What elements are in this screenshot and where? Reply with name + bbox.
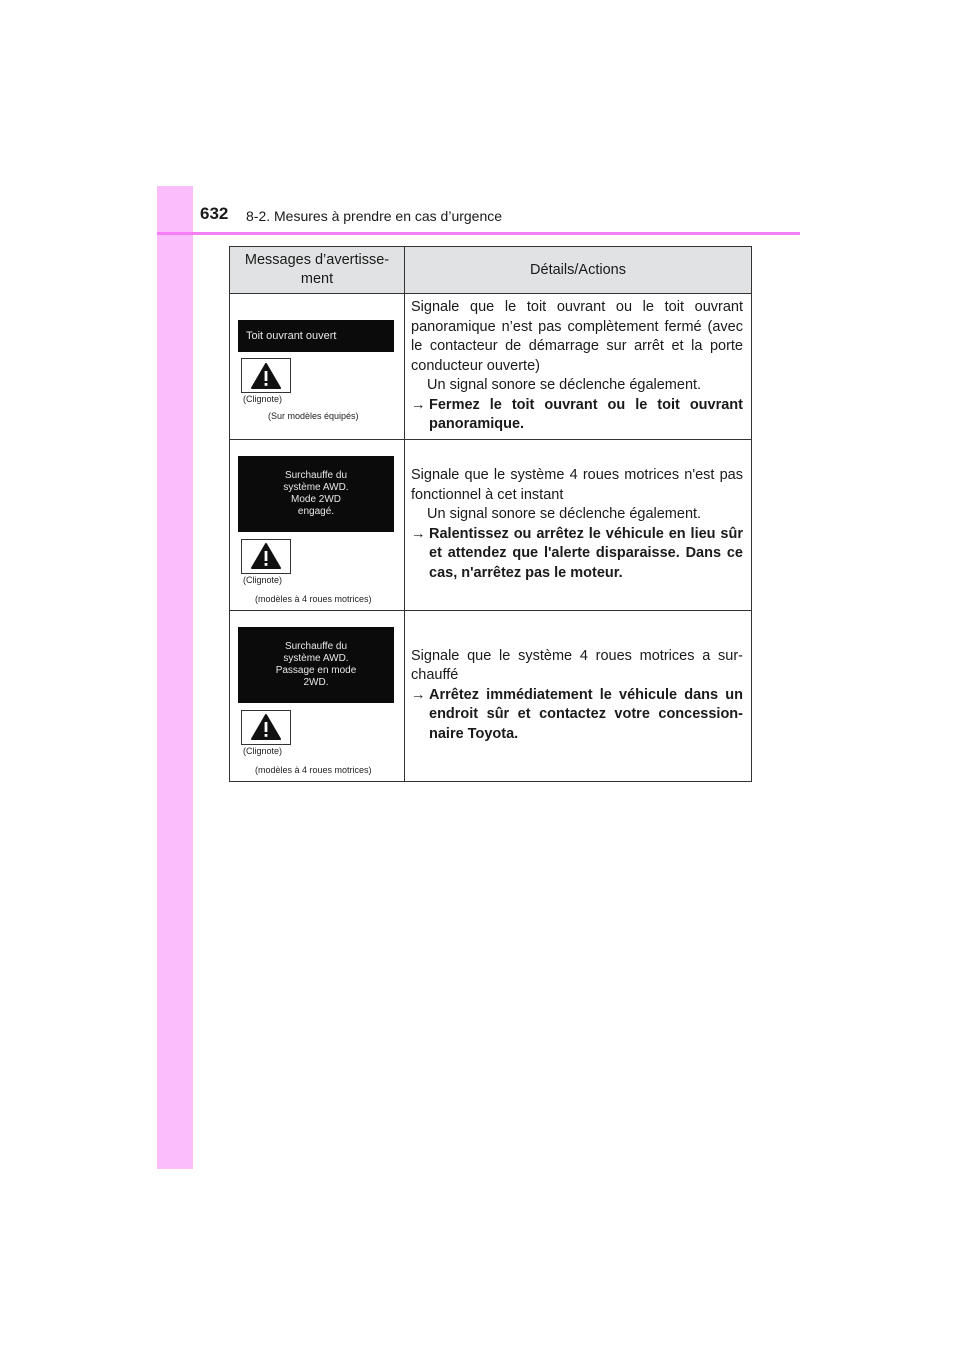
action bbox=[411, 525, 743, 584]
description: Signale que le système 4 roues motrices n'est pas fonctionnel à cet instant bbox=[411, 467, 743, 503]
section-tab-sidebar bbox=[157, 186, 193, 1169]
table-row bbox=[230, 610, 752, 781]
table-header-row bbox=[230, 247, 752, 294]
display-message: Surchauffe du système AWD. Passage en mode 2WD. bbox=[275, 640, 357, 688]
action-text: Fermez le toit ouvrant ou le toit ouvrant panoramique. bbox=[429, 396, 743, 432]
details-cell bbox=[405, 294, 752, 440]
table-row bbox=[230, 439, 752, 610]
warning-triangle-icon bbox=[241, 358, 291, 393]
display-message: Toit ouvrant ouvert bbox=[246, 330, 337, 342]
arrow-icon: → bbox=[411, 686, 426, 703]
details-cell bbox=[405, 610, 752, 781]
blink-label: (Clignote) bbox=[243, 394, 283, 404]
extra-note: Un signal sonore se déclenche également. bbox=[427, 377, 702, 393]
display-screen bbox=[238, 456, 394, 532]
model-note: (Sur modèles équipés) bbox=[268, 411, 359, 421]
blink-label: (Clignote) bbox=[243, 745, 283, 756]
details-cell bbox=[405, 439, 752, 610]
model-note: (modèles à 4 roues motrices) bbox=[255, 593, 372, 604]
display-message: Surchauffe du système AWD. Mode 2WD engagé. bbox=[283, 469, 349, 517]
section-title: 8-2. Mesures à prendre en cas d’urgence bbox=[246, 208, 503, 224]
arrow-icon: → bbox=[411, 525, 426, 542]
display-screen bbox=[238, 627, 394, 703]
display-screen bbox=[238, 320, 394, 352]
action-text: Arrêtez immédiatement le véhicule dans un endroit sûr et contactez votre concession-naire Toyota. bbox=[429, 686, 743, 742]
page-number: 632 bbox=[200, 204, 229, 223]
table-row bbox=[230, 294, 752, 440]
extra-note: Un signal sonore se déclenche également. bbox=[427, 506, 702, 522]
header-rule bbox=[157, 232, 800, 235]
action bbox=[411, 396, 743, 435]
action-text: Ralentissez ou arrêtez le véhicule en lieu sûr et attendez que l'alerte disparaisse. Dans ce cas, n'arrêtez pas le moteur. bbox=[429, 525, 743, 581]
description: Signale que le système 4 roues motrices a sur-chauffé bbox=[411, 647, 743, 684]
warning-messages-table bbox=[229, 246, 752, 782]
message-cell bbox=[230, 294, 405, 440]
message-cell bbox=[230, 610, 405, 781]
message-cell bbox=[230, 439, 405, 610]
col-header-details: Détails/Actions bbox=[405, 247, 752, 294]
col-header-messages: Messages d’avertisse- ment bbox=[230, 247, 405, 294]
warning-triangle-icon bbox=[241, 710, 291, 745]
action bbox=[411, 686, 743, 745]
blink-label: (Clignote) bbox=[243, 574, 283, 585]
description: Signale que le toit ouvrant ou le toit ouvrant panoramique n’est pas complètement fermé (avec le contacteur de démarrage sur arrêt et la porte conducteur ouverte) bbox=[411, 299, 743, 374]
arrow-icon: → bbox=[411, 396, 426, 413]
model-note: (modèles à 4 roues motrices) bbox=[255, 764, 372, 775]
warning-triangle-icon bbox=[241, 539, 291, 574]
